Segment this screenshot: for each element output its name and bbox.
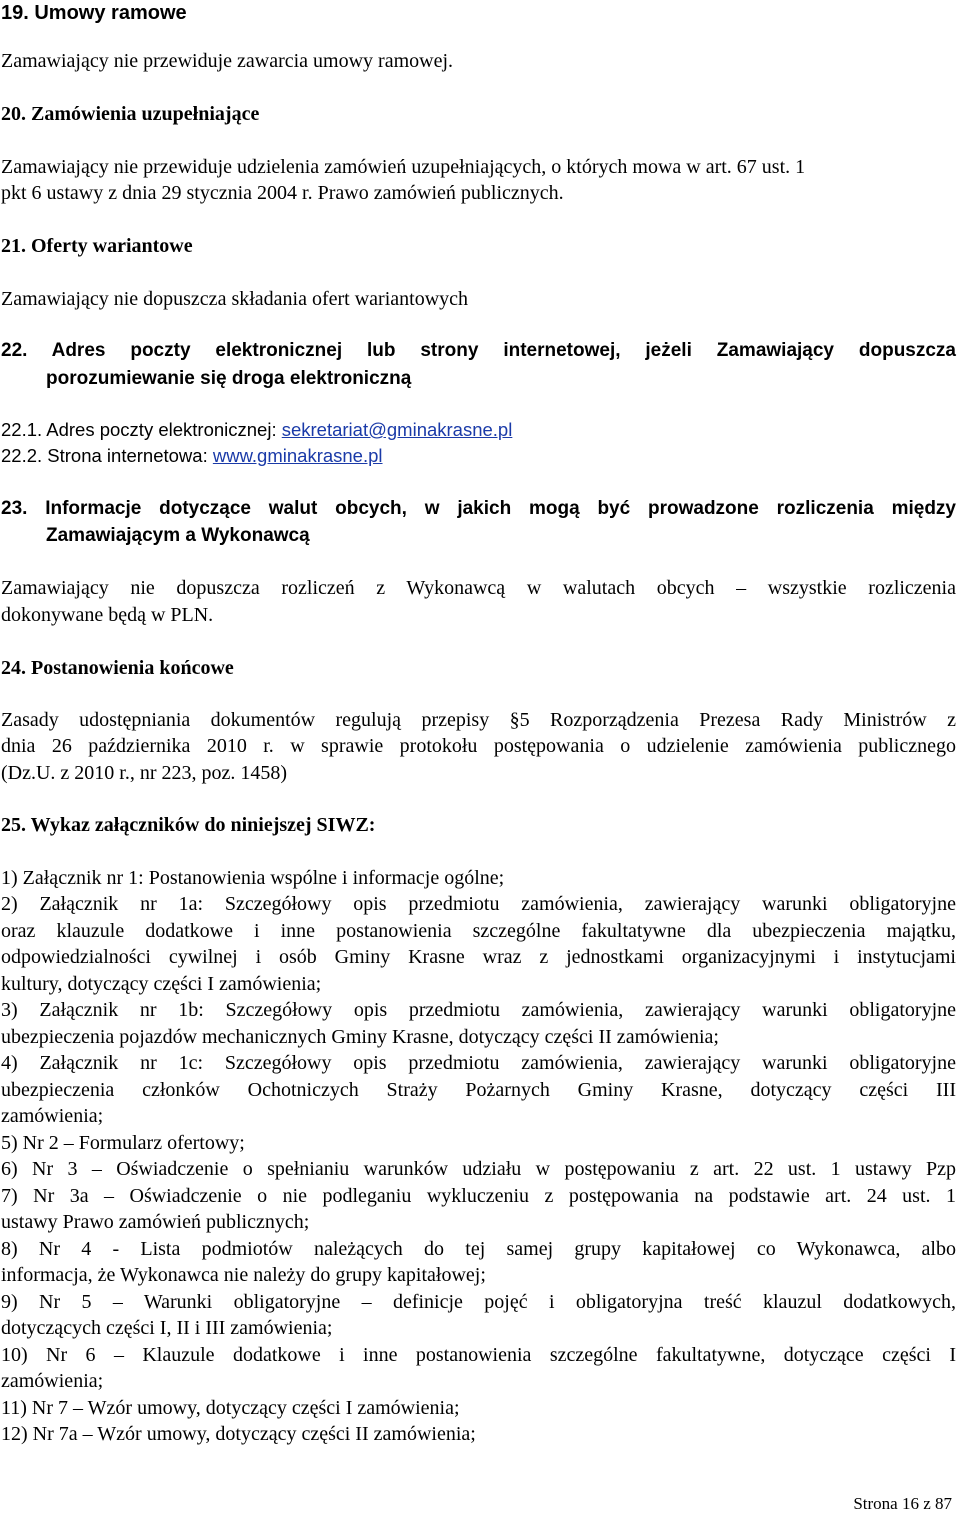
section-24-line-3: (Dz.U. z 2010 r., nr 223, poz. 1458) [1,762,288,784]
section-22-heading-line-2: porozumiewanie się droga elektroniczną [46,368,412,389]
list-item: 8) Nr 4 - Lista podmiotów należących do tej samej grupy kapitałowej co Wykonawca, albo [1,1238,956,1260]
list-item: 12) Nr 7a – Wzór umowy, dotyczący części II zamówienia; [1,1423,476,1445]
list-item: odpowiedzialności cywilnej i osób Gminy Krasne wraz z jednostkami organizacyjnymi i instytucjami [1,946,956,968]
website-link[interactable]: www.gminakrasne.pl [212,445,383,466]
email-line [1,417,512,443]
website-label: 22.2. Strona internetowa: [1,445,213,466]
list-item: informacja, że Wykonawca nie należy do grupy kapitałowej; [1,1264,486,1286]
section-25-heading: 25. Wykaz załączników do niniejszej SIWZ: [1,814,376,836]
section-24-line-2: dnia 26 października 2010 r. w sprawie protokołu postępowania o udzielenie zamówienia publicznego [1,735,956,757]
section-24-heading: 24. Postanowienia końcowe [1,657,234,679]
section-23-line-2: dokonywane będą w PLN. [1,604,214,626]
section-19-heading: 19. Umowy ramowe [1,2,187,24]
list-item: 11) Nr 7 – Wzór umowy, dotyczący części I zamówienia; [1,1397,460,1419]
list-item: ubezpieczenia członków Ochotniczych Straży Pożarnych Gminy Krasne, dotyczący części III [1,1079,956,1101]
list-item: 10) Nr 6 – Klauzule dodatkowe i inne postanowienia szczególne fakultatywne, dotyczące części I [1,1344,956,1366]
section-23-heading-line-1: 23. Informacje dotyczące walut obcych, w jakich mogą być prowadzone rozliczenia między [1,498,956,519]
section-21-heading: 21. Oferty wariantowe [1,235,193,257]
section-21-text: Zamawiający nie dopuszcza składania ofert wariantowych [1,288,469,310]
section-22-heading-line-1: 22. Adres poczty elektronicznej lub strony internetowej, jeżeli Zamawiający dopuszcza [1,340,956,361]
list-item: 2) Załącznik nr 1a: Szczegółowy opis przedmiotu zamówienia, zawierający warunki obligatoryjne [1,893,956,915]
section-20-line-1: Zamawiający nie przewiduje udzielenia zamówień uzupełniających, o których mowa w art. 67 ust. 1 [1,156,806,178]
list-item: 6) Nr 3 – Oświadczenie o spełnianiu warunków udziału w postępowaniu z art. 22 ust. 1 ustawy Pzp [1,1158,956,1180]
list-item: 7) Nr 3a – Oświadczenie o nie podleganiu wykluczeniu z postępowania na podstawie art. 24 ust. 1 [1,1185,956,1207]
website-line [1,443,383,469]
list-item: 9) Nr 5 – Warunki obligatoryjne – definicje pojęć i obligatoryjna treść klauzul dodatkowych, [1,1291,956,1313]
list-item: ustawy Prawo zamówień publicznych; [1,1211,310,1233]
section-23-heading-line-2: Zamawiającym a Wykonawcą [46,525,310,546]
list-item: 1) Załącznik nr 1: Postanowienia wspólne i informacje ogólne; [1,867,505,889]
email-link[interactable]: sekretariat@gminakrasne.pl [281,419,513,440]
section-24-line-1: Zasady udostępniania dokumentów regulują przepisy §5 Rozporządzenia Prezesa Rady Ministrów z [1,709,956,731]
list-item: zamówienia; [1,1105,104,1127]
list-item: 4) Załącznik nr 1c: Szczegółowy opis przedmiotu zamówienia, zawierający warunki obligatoryjne [1,1052,956,1074]
list-item: zamówienia; [1,1370,104,1392]
list-item: dotyczących części I, II i III zamówienia; [1,1317,333,1339]
list-item: 5) Nr 2 – Formularz ofertowy; [1,1132,245,1154]
section-20-line-2: pkt 6 ustawy z dnia 29 stycznia 2004 r. Prawo zamówień publicznych. [1,182,564,204]
list-item: ubezpieczenia pojazdów mechanicznych Gminy Krasne, dotyczący części II zamówienia; [1,1026,719,1048]
email-label: 22.1. Adres poczty elektronicznej: [1,419,282,440]
list-item: 3) Załącznik nr 1b: Szczegółowy opis przedmiotu zamówienia, zawierający warunki obligatoryjne [1,999,956,1021]
list-item: kultury, dotyczący części I zamówienia; [1,973,322,995]
list-item: oraz klauzule dodatkowe i inne postanowienia szczególne fakultatywne dla ubezpieczenia majątku, [1,920,956,942]
section-23-line-1: Zamawiający nie dopuszcza rozliczeń z Wykonawcą w walutach obcych – wszystkie rozliczenia [1,577,956,599]
section-20-heading: 20. Zamówienia uzupełniające [1,103,260,125]
section-19-text: Zamawiający nie przewiduje zawarcia umowy ramowej. [1,50,454,72]
page-number: Strona 16 z 87 [853,1494,952,1513]
